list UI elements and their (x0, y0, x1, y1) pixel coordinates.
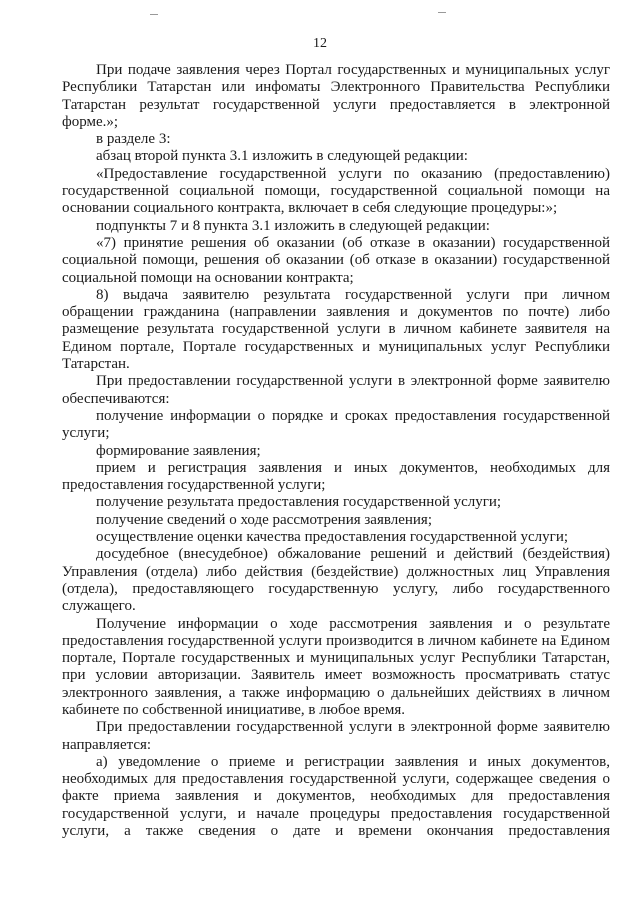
scan-speck (150, 14, 158, 15)
paragraph: «7) принятие решения об оказании (об отказе в оказании) государственной социальной помощи, решения об оказании (об отказе в оказании) государственной социальной помощи на основании контракта; (62, 234, 610, 286)
paragraph: формирование заявления; (96, 442, 261, 459)
paragraph: 8) выдача заявителю результата государственной услуги при личном обращении гражданина (направлении заявления и документов по почте) либо размещение результата государственной услуги в личном кабинете заявителя на Едином портале, Портале государственных и муниципальных услуг Республики Татарстан. (62, 286, 610, 373)
paragraph: в разделе 3: (96, 131, 171, 148)
paragraph: При предоставлении государственной услуги в электронной форме заявителю направляется: (62, 719, 610, 753)
paragraph: а) уведомление о приеме и регистрации заявления и иных документов, необходимых для предоставления государственной услуги, содержащее сведения о факте приема заявления и документов, необходимых для предоставления государственной услуги, и начале процедуры предоставления государственной услуги, а также сведения о дате и времени окончания предоставления (62, 753, 610, 840)
paragraph: получение сведений о ходе рассмотрения заявления; (96, 511, 432, 528)
scan-speck (438, 12, 446, 13)
paragraph: Получение информации о ходе рассмотрения заявления и о результате предоставления государственной услуги производится в личном кабинете на Едином портале, Портале государственных и муниципальных услуг Республики Татарстан, при условии авторизации. Заявитель имеет возможность просматривать статус электронного заявления, а также информацию о дальнейших действиях в личном кабинете по собственной инициативе, в любое время. (62, 615, 610, 718)
paragraph: При подаче заявления через Портал государственных и муниципальных услуг Республики Татарстан или инфоматы Электронного Правительства Республики Татарстан результат государственной услуги предоставляется в электронной форме.»; (62, 62, 610, 130)
paragraph: получение результата предоставления государственной услуги; (96, 494, 502, 511)
paragraph: прием и регистрация заявления и иных документов, необходимых для предоставления государственной услуги; (62, 459, 610, 494)
paragraph: получение информации о порядке и сроках предоставления государственной услуги; (62, 407, 610, 442)
paragraph: При предоставлении государственной услуги в электронной форме заявителю обеспечиваются: (62, 373, 610, 407)
paragraph: осуществление оценки качества предоставления государственной услуги; (96, 529, 569, 546)
paragraph: «Предоставление государственной услуги по оказанию (предоставлению) государственной социальной помощи, государственной социальной помощи на основании социального контракта, включает в себя следующие процедуры:»; (62, 165, 610, 217)
page-number: 12 (313, 36, 327, 51)
paragraph: подпункты 7 и 8 пункта 3.1 изложить в следующей редакции: (96, 217, 490, 234)
paragraph: досудебное (внесудебное) обжалование решений и действий (бездействия) Управления (отдела) либо действия (бездействие) должностных лиц Управления (отдела), предоставляющего государственную услугу, либо государственного служащего. (62, 546, 610, 615)
paragraph: абзац второй пункта 3.1 изложить в следующей редакции: (96, 148, 468, 165)
document-body (62, 62, 610, 840)
